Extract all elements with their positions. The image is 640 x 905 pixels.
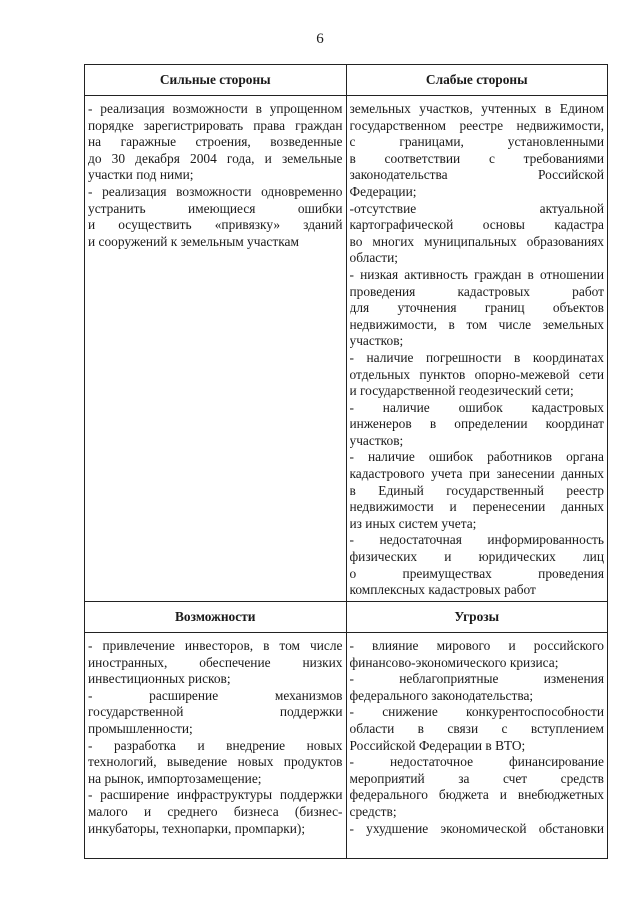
text-line: - реализация возможности в упрощенном <box>88 101 343 116</box>
text-line: - снижение конкурентоспособности <box>349 704 604 720</box>
text-line: - привлечение инвесторов, в том числе <box>88 638 343 653</box>
table-header-row <box>85 602 608 633</box>
weaknesses-header: Слабые стороны <box>346 65 608 96</box>
text-line: финансово-экономического кризиса; <box>349 654 559 670</box>
text-line: порядке зарегистрировать права граждан <box>88 117 343 133</box>
text-line: в соответствии с требованиями <box>349 150 604 166</box>
text-line: участков; <box>349 432 404 448</box>
text-line: физических и юридических лиц <box>349 549 604 565</box>
text-line: - влияние мирового и российского <box>349 638 604 653</box>
text-line: на рынок, импортозамещение; <box>88 770 262 786</box>
text-line: земельных участков, учтенных в Едином <box>349 101 604 116</box>
text-line: государственной поддержки <box>88 704 343 720</box>
text-line: - реализация возможности одновременно <box>88 183 343 199</box>
swot-table <box>84 64 608 859</box>
text-line: - расширение механизмов <box>88 687 343 703</box>
text-line: недвижимости, в том числе земельных <box>349 316 604 332</box>
text-line: проведения кадастровых работ <box>349 283 604 299</box>
threats-header: Угрозы <box>346 602 608 633</box>
text-line: - низкая активность граждан в отношении <box>349 266 604 282</box>
text-line: государственном реестре недвижимости, <box>349 117 604 133</box>
text-line: технологий, выведение новых продуктов <box>88 754 343 770</box>
text-line: недвижимости и перенесении данных <box>349 499 604 515</box>
text-line: законодательства Российской <box>349 167 604 183</box>
table-row <box>85 96 608 602</box>
text-line: - наличие погрешности в координатах <box>349 349 604 365</box>
text-line: - недостаточная информированность <box>349 532 604 548</box>
text-line: картографической основы кадастра <box>349 217 604 233</box>
text-line: инвестиционных рисков; <box>88 671 231 687</box>
text-line: - разработка и внедрение новых <box>88 737 343 753</box>
text-line: - неблагоприятные изменения <box>349 671 604 687</box>
table-row <box>85 633 608 859</box>
text-line: инженеров в определении координат <box>349 416 604 432</box>
text-line: на гаражные строения, возведенные <box>88 134 343 150</box>
text-line: федерального бюджета и внебюджетных <box>349 787 604 803</box>
text-line: Федерации; <box>349 183 417 199</box>
text-line: и осуществить «привязку» зданий <box>88 217 343 233</box>
opportunities-cell <box>85 633 347 859</box>
threats-cell <box>346 633 608 859</box>
text-line: участков; <box>349 333 404 349</box>
text-line: и сооружений к земельным участкам <box>88 233 299 249</box>
text-line: с границами, установленными <box>349 134 604 150</box>
strengths-cell <box>85 96 347 602</box>
text-line: - наличие ошибок работников органа <box>349 449 604 465</box>
text-line: области; <box>349 250 398 266</box>
text-line: мероприятий за счет средств <box>349 770 604 786</box>
text-line: в Единый государственный реестр <box>349 482 604 498</box>
text-line: иностранных, обеспечение низких <box>88 654 343 670</box>
text-line: - расширение инфраструктуры поддержки <box>88 787 343 803</box>
text-line: федерального законодательства; <box>349 687 534 703</box>
text-line: -отсутствие актуальной <box>349 200 604 216</box>
text-line: до 30 декабря 2004 года, и земельные <box>88 150 343 166</box>
page-number: 6 <box>316 31 324 47</box>
text-line: кадастрового учета при занесении данных <box>349 466 604 482</box>
text-line: о преимуществах проведения <box>349 565 604 581</box>
text-line: участки под ними; <box>88 167 194 183</box>
text-line: устранить имеющиеся ошибки <box>88 200 343 216</box>
text-line: - наличие ошибок кадастровых <box>349 399 604 415</box>
strengths-header: Сильные стороны <box>85 65 347 96</box>
weaknesses-cell <box>346 96 608 602</box>
text-line: из иных систем учета; <box>349 515 477 531</box>
text-line: во многих муниципальных образованиях <box>349 233 604 249</box>
text-line: для уточнения границ объектов <box>349 300 604 316</box>
text-line: комплексных кадастровых работ <box>349 582 536 598</box>
text-line: Российской Федерации в ВТО; <box>349 737 526 753</box>
text-line: - недостаточное финансирование <box>349 754 604 770</box>
text-line: и государственной геодезический сети; <box>349 383 574 399</box>
text-line: - ухудшение экономической обстановки <box>349 820 604 836</box>
text-line: отдельных пунктов опорно-межевой сети <box>349 366 604 382</box>
table-header-row <box>85 65 608 96</box>
text-line: промышленности; <box>88 720 193 736</box>
text-line: средств; <box>349 803 397 819</box>
text-line: инкубаторы, технопарки, промпарки); <box>88 820 306 836</box>
text-line: малого и среднего бизнеса (бизнес- <box>88 803 343 819</box>
text-line: области в связи с вступлением <box>349 720 604 736</box>
opportunities-header: Возможности <box>85 602 347 633</box>
